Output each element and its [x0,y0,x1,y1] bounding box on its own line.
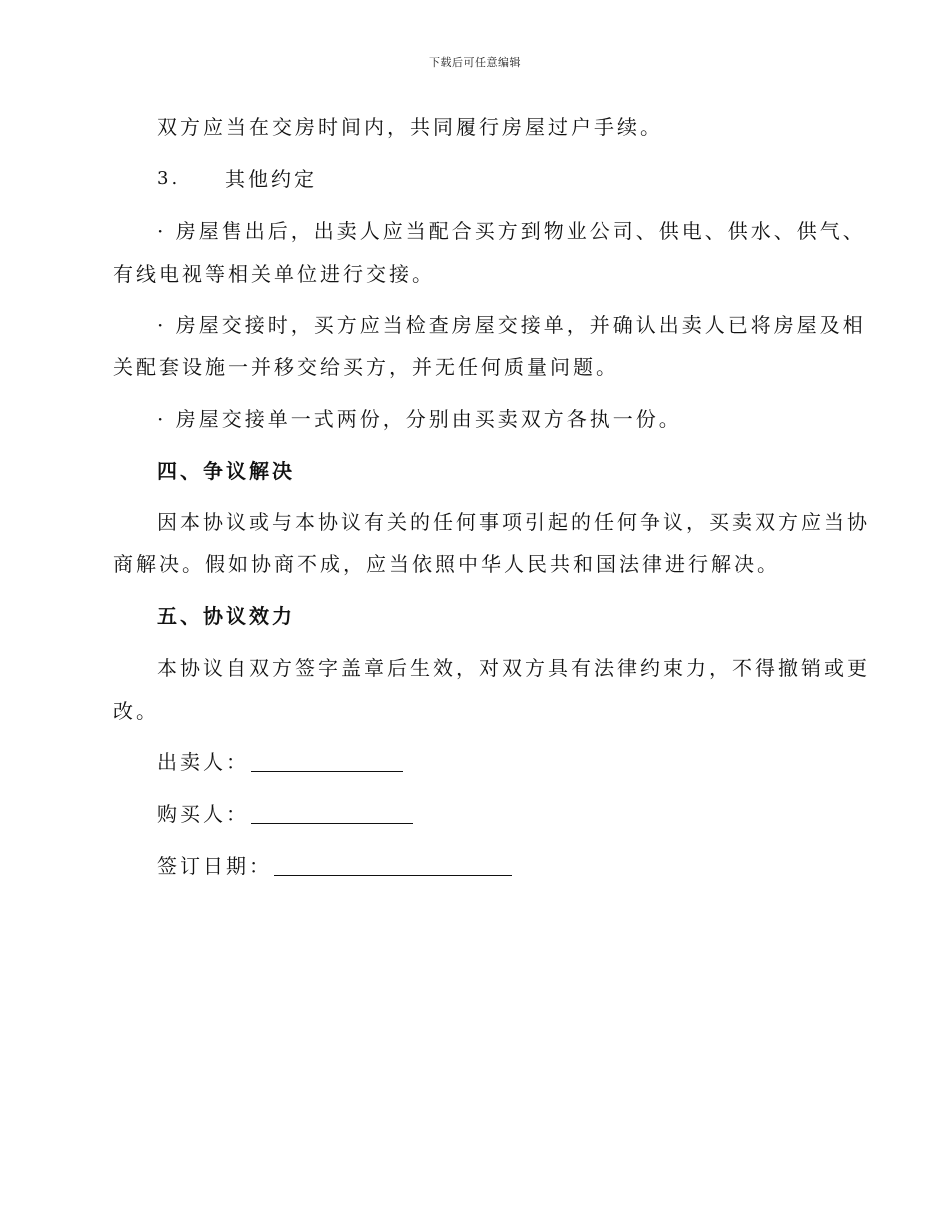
bullet-1-line-1: · 房屋售出后，出卖人应当配合买方到物业公司、供电、供水、供气、 [157,219,866,243]
buyer-label: 购买人： [157,802,249,826]
section-title: 其他约定 [225,167,317,191]
dispute-line-2: 商解决。假如协商不成，应当依照中华人民共和国法律进行解决。 [113,552,780,576]
page-header: 下载后可任意编辑 [429,56,521,69]
seller-signature [157,752,831,772]
buyer-signature [157,804,831,824]
bullet-2-line-1: · 房屋交接时，买方应当检查房屋交接单，并确认出卖人已将房屋及相 [157,313,866,337]
effect-line-2: 改。 [113,699,159,723]
date-label: 签订日期： [157,854,272,878]
bullet-1-line-2: 有线电视等相关单位进行交接。 [113,262,435,286]
heading-dispute: 四、争议解决 [157,459,295,483]
section-number: 3. [157,168,181,189]
seller-signature-line [251,752,403,772]
date-signature-line [274,856,512,876]
bullet-3: · 房屋交接单一式两份，分别由买卖双方各执一份。 [157,407,682,431]
date-signature [157,856,831,876]
dispute-line-1: 因本协议或与本协议有关的任何事项引起的任何争议，买卖双方应当协 [157,510,870,534]
buyer-signature-line [251,804,413,824]
effect-line-1: 本协议自双方签字盖章后生效，对双方具有法律约束力，不得撤销或更 [157,656,870,680]
paragraph-transfer: 双方应当在交房时间内，共同履行房屋过户手续。 [157,115,663,139]
bullet-2-line-2: 关配套设施一并移交给买方，并无任何质量问题。 [113,355,619,379]
heading-effect: 五、协议效力 [157,604,295,628]
seller-label: 出卖人： [157,750,249,774]
